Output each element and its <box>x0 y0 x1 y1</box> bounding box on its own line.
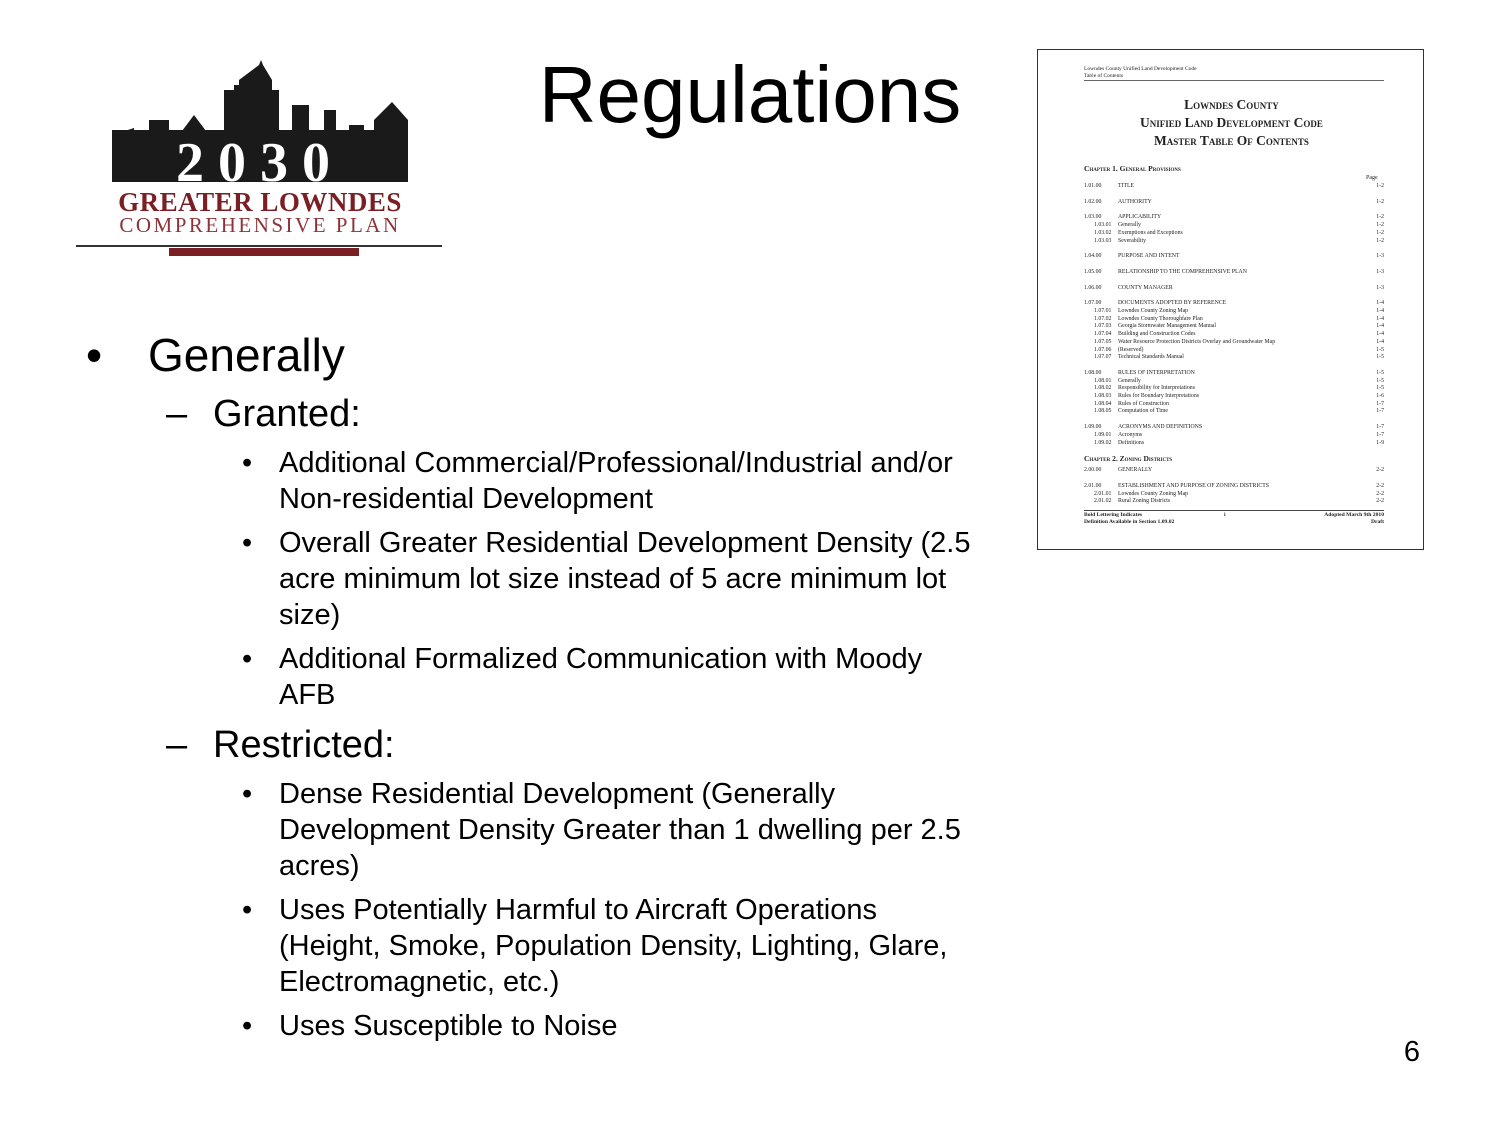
toc-row-title: RELATIONSHIP TO THE COMPREHENSIVE PLAN <box>1118 268 1247 275</box>
toc-row-page: 1-3 <box>1376 253 1384 260</box>
doc-footer <box>1084 510 1384 526</box>
doc-page-label: Page <box>1366 175 1378 181</box>
toc-row-number: 1.05.00 <box>1084 268 1102 275</box>
toc-row-title: Lowndes County Thoroughfare Plan <box>1118 315 1203 322</box>
toc-row <box>1084 183 1384 190</box>
toc-row-title: Lowndes County Zoning Map <box>1118 308 1189 314</box>
toc-row-title: Acronyms <box>1118 431 1143 438</box>
toc-row <box>1084 238 1384 245</box>
toc-row <box>1084 440 1384 447</box>
toc-row-page: 2-2 <box>1376 482 1384 489</box>
toc-row-title: DOCUMENTS ADOPTED BY REFERENCE <box>1118 300 1227 307</box>
toc-row-number: 1.04.00 <box>1084 253 1102 260</box>
toc-row-page: 1-3 <box>1376 284 1384 291</box>
doc-heading: Unified Land Development Code <box>1140 115 1323 130</box>
bullet-icon: • <box>242 643 253 675</box>
toc-row <box>1084 323 1384 330</box>
toc-row-number: 1.07.06 <box>1094 346 1112 353</box>
toc-row-page: 1-4 <box>1376 315 1384 322</box>
toc-row-title: TITLE <box>1118 183 1135 189</box>
toc-row-number: 1.06.00 <box>1084 284 1102 291</box>
doc-footer-text: Definition Available in Section 1.09.02 <box>1084 519 1175 525</box>
toc-row-page: 1-6 <box>1376 393 1384 399</box>
toc-row <box>1084 222 1384 229</box>
toc-row <box>1084 214 1384 221</box>
toc-row-page: 1-2 <box>1376 183 1384 189</box>
toc-row-title: Computation of Time <box>1118 408 1168 415</box>
toc-row-page: 1-5 <box>1376 369 1384 376</box>
toc-row-number: 1.07.00 <box>1084 300 1102 307</box>
toc-row <box>1084 285 1384 292</box>
doc-header <box>1084 66 1384 81</box>
toc-row <box>1084 370 1384 377</box>
slide-number: 6 <box>1403 1036 1420 1068</box>
toc-row-title: GENERALLY <box>1118 467 1153 474</box>
toc-row-page: 1-2 <box>1376 198 1384 205</box>
table-of-contents-thumbnail <box>1037 49 1424 550</box>
toc-row-title: APPLICABILITY <box>1118 214 1162 221</box>
toc-row-number: 2.01.01 <box>1094 490 1112 497</box>
toc-row-page: 1-7 <box>1376 424 1384 431</box>
toc-row <box>1084 347 1384 354</box>
toc-row-number: 2.01.00 <box>1084 482 1102 489</box>
toc-row <box>1084 354 1384 361</box>
toc-row <box>1084 432 1384 439</box>
toc-row-title: Exemptions and Exceptions <box>1118 229 1183 236</box>
toc-row-title: Generally <box>1118 377 1141 384</box>
toc-row <box>1084 498 1384 505</box>
toc-row-number: 1.03.00 <box>1084 214 1102 221</box>
toc-row-title: Severability <box>1118 237 1147 244</box>
toc-row-number: 1.07.02 <box>1094 315 1112 322</box>
toc-row <box>1084 253 1384 260</box>
toc-row <box>1084 393 1384 400</box>
toc-row <box>1084 199 1384 206</box>
toc-row-page: 1-2 <box>1376 222 1384 229</box>
toc-row-page: 2-2 <box>1376 467 1384 474</box>
toc-row-title: Technical Standards Manual <box>1118 354 1184 361</box>
doc-footer-text: Bold Lettering Indicates <box>1084 512 1143 518</box>
toc-row-title: (Reserved) <box>1118 346 1144 353</box>
dash-icon: – <box>166 393 188 435</box>
bullet-icon: • <box>242 527 253 559</box>
toc-row-page: 1-4 <box>1376 331 1384 338</box>
toc-row-page: 1-5 <box>1376 385 1384 392</box>
toc-row <box>1084 491 1384 498</box>
doc-header-line: Table of Contents <box>1084 72 1124 79</box>
toc-row-page: 1-2 <box>1376 229 1384 236</box>
toc-row-title: Lowndes County Zoning Map <box>1118 490 1189 497</box>
toc-row-number: 2.00.00 <box>1084 467 1102 474</box>
toc-row-title: PURPOSE AND INTENT <box>1118 253 1180 260</box>
toc-row-title: Building and Construction Codes <box>1118 331 1196 338</box>
toc-row-number: 1.08.03 <box>1094 393 1112 399</box>
toc-row <box>1084 269 1384 276</box>
doc-heading: Lowndes County <box>1184 97 1279 112</box>
toc-row-number: 1.03.01 <box>1094 222 1112 229</box>
toc-row-number: 1.09.02 <box>1094 439 1112 446</box>
toc-row-title: ACRONYMS AND DEFINITIONS <box>1118 424 1203 431</box>
doc-heading: Master Table Of Contents <box>1154 133 1309 148</box>
toc-row-title: Definitions <box>1118 439 1145 446</box>
toc-row-page: 1-2 <box>1376 214 1384 221</box>
toc-row-number: 1.02.00 <box>1084 198 1102 205</box>
toc-row-number: 1.07.03 <box>1094 323 1112 330</box>
toc-row-title: Georgia Stormwater Management Manual <box>1118 323 1216 330</box>
toc-row-page: 1-4 <box>1376 338 1384 345</box>
toc-row-number: 1.08.00 <box>1084 369 1102 376</box>
toc-row-title: Responsibility for Interpretations <box>1118 385 1195 392</box>
toc-row <box>1084 230 1384 237</box>
toc-row-page: 2-2 <box>1376 490 1384 497</box>
toc-row-page: 1-5 <box>1376 354 1384 361</box>
toc-row <box>1084 385 1384 392</box>
slide-title: Regulations <box>538 50 962 139</box>
toc-row-title: Rules for Boundary Interpretations <box>1118 393 1199 399</box>
toc-row-page: 1-7 <box>1376 431 1384 438</box>
toc-row-page: 1-3 <box>1376 268 1384 275</box>
toc-row-page: 1-4 <box>1376 300 1384 307</box>
toc-row-number: 1.08.04 <box>1094 400 1112 407</box>
toc-row <box>1084 300 1384 307</box>
toc-row-page: 2-2 <box>1376 498 1384 505</box>
bullet-icon: • <box>242 894 253 926</box>
toc-row-title: Water Resource Protection Districts Overlay and Groundwater Map <box>1118 338 1276 345</box>
granted-item: Additional Formalized Communication with Moody AFB <box>279 643 923 711</box>
granted-item: Additional Commercial/Professional/Industrial and/or Non-residential Development <box>279 447 953 515</box>
restricted-item: Dense Residential Development (Generally Development Density Greater than 1 dwelling per 2.5 acres) <box>279 778 961 882</box>
dash-icon: – <box>166 724 188 766</box>
doc-chapter: Chapter 2. Zoning Districts <box>1084 454 1173 464</box>
logo-year: 2030 <box>176 132 344 194</box>
toc-row <box>1084 408 1384 415</box>
toc-row-page: 1-5 <box>1376 346 1384 353</box>
outline-level1: Generally <box>148 329 345 381</box>
toc-row-number: 1.09.00 <box>1084 424 1102 431</box>
toc-row-number: 1.08.05 <box>1094 408 1112 415</box>
toc-row-number: 2.01.02 <box>1094 498 1112 505</box>
toc-row <box>1084 308 1384 315</box>
toc-row-title: COUNTY MANAGER <box>1118 284 1173 291</box>
toc-row-number: 1.07.07 <box>1094 354 1112 361</box>
toc-row <box>1084 339 1384 346</box>
toc-row <box>1084 378 1384 385</box>
toc-row-number: 1.03.03 <box>1094 237 1112 244</box>
bullet-icon: • <box>86 329 103 381</box>
toc-row-number: 1.07.04 <box>1094 331 1112 338</box>
restricted-item: Uses Susceptible to Noise <box>279 1010 618 1042</box>
toc-row-number: 1.08.01 <box>1094 377 1112 384</box>
doc-footer-text: Draft <box>1370 519 1384 525</box>
logo-subtitle: COMPREHENSIVE PLAN <box>119 213 401 237</box>
bullet-icon: • <box>242 447 253 479</box>
toc-row-number: 1.07.05 <box>1094 338 1112 345</box>
toc-row-title: Rural Zoning Districts <box>1118 498 1171 505</box>
toc-row-page: 1-5 <box>1376 377 1384 384</box>
toc-row <box>1084 424 1384 431</box>
granted-item: Overall Greater Residential Development Density (2.5 acre minimum lot size instead of 5 acre minimum lot size) <box>279 527 971 631</box>
toc-row <box>1084 483 1384 490</box>
toc-row-number: 1.03.02 <box>1094 229 1112 236</box>
toc-row <box>1084 331 1384 338</box>
toc-row-page: 1-2 <box>1376 237 1384 244</box>
toc-row-number: 1.09.01 <box>1094 431 1112 438</box>
bullet-icon: • <box>242 778 253 810</box>
toc-row <box>1084 467 1384 474</box>
toc-row <box>1084 401 1384 408</box>
logo-title: GREATER LOWNDES <box>118 187 402 217</box>
doc-footer-text: Adopted March 9th 2010 <box>1324 512 1384 518</box>
doc-chapter: Chapter 1. General Provisions <box>1084 164 1181 173</box>
toc-row-number: 1.01.00 <box>1084 183 1102 189</box>
toc-row-title: Rules of Construction <box>1118 400 1169 407</box>
restricted-item: Uses Potentially Harmful to Aircraft Operations (Height, Smoke, Population Density, Lighting, Glare, Electromagnetic, etc.) <box>279 894 948 998</box>
plan-logo <box>74 60 444 260</box>
restricted-label: Restricted: <box>213 724 395 766</box>
bullet-icon: • <box>242 1010 253 1042</box>
toc-row-title: AUTHORITY <box>1118 198 1152 205</box>
toc-row-title: ESTABLISHMENT AND PURPOSE OF ZONING DISTRICTS <box>1118 482 1269 489</box>
toc-row-page: 1-7 <box>1376 400 1384 407</box>
toc-row-title: RULES OF INTERPRETATION <box>1118 369 1195 376</box>
toc-row-number: 1.07.01 <box>1094 308 1112 314</box>
toc-row-page: 1-4 <box>1376 323 1384 330</box>
toc-row-page: 1-7 <box>1376 408 1384 415</box>
granted-label: Granted: <box>213 393 361 435</box>
doc-header-line: Lowndes County Unified Land Development Code <box>1084 66 1197 72</box>
doc-footer-page: i <box>1224 512 1226 518</box>
toc-row-title: Generally <box>1118 222 1141 229</box>
toc-row-page: 1-4 <box>1376 308 1384 314</box>
toc-row <box>1084 316 1384 323</box>
toc-row-number: 1.08.02 <box>1094 385 1112 392</box>
toc-row-page: 1-9 <box>1376 439 1384 446</box>
